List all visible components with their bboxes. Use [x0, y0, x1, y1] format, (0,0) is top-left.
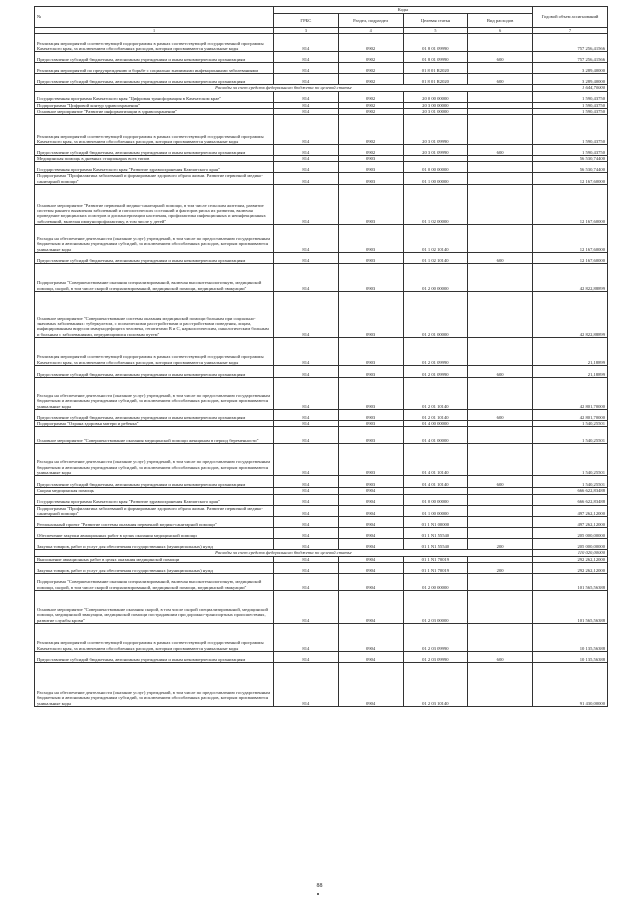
row-note: Расходы за счет средств федерального бюджета по целевой статье: [35, 550, 533, 556]
row-section: 0902: [338, 102, 403, 108]
row-grbs: 814: [274, 378, 339, 410]
row-target: 01 0 00 00000: [403, 162, 468, 173]
row-section: 0904: [338, 488, 403, 494]
row-section: 0902: [338, 74, 403, 85]
row-amount: 3 289,40000: [533, 63, 608, 74]
row-note: Расходы за счет средств федерального бюджета по целевой статье: [35, 85, 533, 91]
table-row: [35, 517, 608, 528]
row-section: 0903: [338, 173, 403, 185]
row-vid: [468, 505, 533, 517]
row-grbs: 814: [274, 494, 339, 505]
row-vid: [468, 91, 533, 102]
row-name: Расходы на обеспечение деятельности (оказание услуг) учреждений, в том числе по предоставлению государственным бюджетным и автономным учреждениям субсидий, за исключением обособленных расходов, которым присваиваются уникальные коды: [35, 444, 274, 476]
row-name: Реализация мероприятий соответствующей подпрограммы в рамках соответствующей государственной программы Камчатского края, за исключением обособленных расходов, которым присваиваются уникальные коды: [35, 338, 274, 366]
row-vid: [468, 225, 533, 253]
row-amount: 1 590,43750: [533, 115, 608, 145]
row-amount: 12 167,60000: [533, 173, 608, 185]
row-grbs: 814: [274, 108, 339, 114]
row-name: Подпрограмма "Совершенствование оказания специализированной, включая высокотехнологичную, медицинской помощи, скорой, в том числе скорой специализированной, медицинской помощи, медицинской эвакуации": [35, 264, 274, 292]
row-target: 01 1 00 00000: [403, 505, 468, 517]
row-amount: 101 565,56388: [533, 573, 608, 590]
row-target: 01 2 03 10140: [403, 662, 468, 706]
row-grbs: 814: [274, 225, 339, 253]
row-section: 0902: [338, 63, 403, 74]
row-vid: 600: [468, 410, 533, 421]
row-name: Медицинская помощь в дневных стационарах всех типов: [35, 156, 274, 162]
row-name: Предоставление субсидий бюджетным, автономным учреждениям и иным некоммерческим организациям: [35, 52, 274, 63]
row-target: 01 1 N1 00000: [403, 517, 468, 528]
table-row: [35, 562, 608, 573]
row-vid: [468, 662, 533, 706]
row-name: Подпрограмма "Совершенствование оказания специализированной, включая высокотехнологичную, медицинской помощи, скорой, в том числе скорой специализированной, медицинской помощи, медицинской эвакуации": [35, 573, 274, 590]
row-grbs: 814: [274, 505, 339, 517]
row-amount: 42 801,70000: [533, 378, 608, 410]
row-amount: 1 540,25501: [533, 427, 608, 444]
row-grbs: 814: [274, 156, 339, 162]
row-section: 0903: [338, 476, 403, 488]
row-amount: 292 262,12000: [533, 556, 608, 562]
row-amount: 1 590,43750: [533, 91, 608, 102]
row-target: 01 1 N1 70019: [403, 562, 468, 573]
row-name: Закупка товаров, работ и услуг для обеспечения государственных (муниципальных) нужд: [35, 539, 274, 550]
row-grbs: 814: [274, 421, 339, 427]
row-amount: 666 622,83488: [533, 488, 608, 494]
column-number: 3: [274, 28, 339, 34]
row-section: 0903: [338, 253, 403, 264]
table-row: [35, 338, 608, 366]
row-section: 0904: [338, 623, 403, 651]
row-grbs: 814: [274, 74, 339, 85]
row-grbs: 814: [274, 444, 339, 476]
row-grbs: 814: [274, 145, 339, 156]
row-target: 01 1 00 00000: [403, 173, 468, 185]
table-row: [35, 651, 608, 662]
row-grbs: 814: [274, 102, 339, 108]
row-section: 0903: [338, 444, 403, 476]
row-section: 0904: [338, 528, 403, 539]
row-amount: 10 135,56388: [533, 651, 608, 662]
row-target: 01 8 01 09990: [403, 52, 468, 63]
row-target: 01 2 01 09990: [403, 338, 468, 366]
row-name: Предоставление субсидий бюджетным, автономным учреждениям и иным некоммерческим организациям: [35, 253, 274, 264]
row-section: 0902: [338, 145, 403, 156]
row-target: 20 3 01 00000: [403, 108, 468, 114]
row-vid: [468, 264, 533, 292]
row-grbs: 814: [274, 34, 339, 52]
table-row: [35, 378, 608, 410]
row-amount: 1 540,25501: [533, 421, 608, 427]
row-vid: [468, 115, 533, 145]
table-row: [35, 410, 608, 421]
row-section: 0903: [338, 225, 403, 253]
table-row: [35, 145, 608, 156]
row-section: 0902: [338, 91, 403, 102]
row-vid: 600: [468, 651, 533, 662]
budget-table-body: [35, 34, 608, 707]
row-name: Реализация мероприятий соответствующей подпрограммы в рамках соответствующей государственной программы Камчатского края, за исключением обособленных расходов, которым присваиваются уникальные коды: [35, 623, 274, 651]
table-row: [35, 623, 608, 651]
budget-table-sheet: [34, 6, 608, 707]
row-vid: [468, 517, 533, 528]
table-row: [35, 494, 608, 505]
row-name: Закупка товаров, работ и услуг для обеспечения государственных (муниципальных) нужд: [35, 562, 274, 573]
row-section: 0903: [338, 338, 403, 366]
row-name: Предоставление субсидий бюджетным, автономным учреждениям и иным некоммерческим организациям: [35, 476, 274, 488]
row-amount: 205 000,00000: [533, 539, 608, 550]
row-grbs: 814: [274, 590, 339, 623]
row-vid: [468, 528, 533, 539]
row-section: 0904: [338, 505, 403, 517]
row-name: Государственная программа Камчатского края "Развитие здравоохранения Камчатского края": [35, 494, 274, 505]
row-target: 01 2 01 09990: [403, 366, 468, 378]
header-annual: Годовой объем ассигнований: [533, 7, 608, 28]
table-row: [35, 185, 608, 225]
row-vid: 600: [468, 476, 533, 488]
row-vid: [468, 338, 533, 366]
table-row: [35, 292, 608, 338]
row-name: Подпрограмма "Охрана здоровья матери и ребенка": [35, 421, 274, 427]
row-amount: 205 000,00000: [533, 528, 608, 539]
row-section: 0903: [338, 427, 403, 444]
row-name: Предоставление субсидий бюджетным, автономным учреждениям и иным некоммерческим организациям: [35, 74, 274, 85]
table-row: [35, 476, 608, 488]
table-row: [35, 74, 608, 85]
row-section: 0904: [338, 662, 403, 706]
decorative-dot: [317, 893, 319, 895]
row-target: 20 3 01 09990: [403, 145, 468, 156]
row-vid: [468, 162, 533, 173]
row-amount: 1 590,43750: [533, 108, 608, 114]
row-target: 01 2 01 10140: [403, 378, 468, 410]
row-target: 20 0 00 00000: [403, 91, 468, 102]
row-section: 0902: [338, 52, 403, 63]
table-row: [35, 528, 608, 539]
header-codes: Коды: [274, 7, 533, 14]
row-target: 01 4 01 00000: [403, 427, 468, 444]
table-row: [35, 444, 608, 476]
row-name: Предоставление субсидий бюджетным, автономным учреждениям и иным некоммерческим организациям: [35, 145, 274, 156]
row-grbs: 814: [274, 427, 339, 444]
row-amount: 497 262,12000: [533, 505, 608, 517]
row-amount: 1 540,25501: [533, 444, 608, 476]
row-amount: 42 822,88899: [533, 292, 608, 338]
row-name: Обеспечение закупки авиационных работ в целях оказания медицинской помощи: [35, 528, 274, 539]
row-target: 01 1 02 00000: [403, 185, 468, 225]
row-amount: 1 540,25501: [533, 476, 608, 488]
header-vid: Вид расходов: [468, 14, 533, 28]
row-target: 20 3 00 00000: [403, 102, 468, 108]
row-section: 0903: [338, 292, 403, 338]
table-row: [35, 662, 608, 706]
row-grbs: 814: [274, 185, 339, 225]
row-amount: 42 801,70000: [533, 410, 608, 421]
header-num: №: [35, 7, 274, 28]
row-vid: [468, 427, 533, 444]
row-vid: 200: [468, 539, 533, 550]
row-section: 0904: [338, 651, 403, 662]
table-row: [35, 52, 608, 63]
row-target: 01 1 N1 55540: [403, 528, 468, 539]
row-amount: 666 622,83488: [533, 494, 608, 505]
row-target: 01 0 00 00000: [403, 494, 468, 505]
row-amount: 12 167,60000: [533, 225, 608, 253]
header-grbs: ГРБС: [274, 14, 339, 28]
row-name: Реализация мероприятий по предупреждению и борьбе с социально значимыми инфекционными заболеваниями: [35, 63, 274, 74]
row-section: 0904: [338, 590, 403, 623]
row-name: Региональный проект "Развитие системы оказания первичной медико-санитарной помощи": [35, 517, 274, 528]
row-grbs: 814: [274, 162, 339, 173]
row-target: 01 2 03 09990: [403, 651, 468, 662]
row-amount: 757 256,41566: [533, 34, 608, 52]
row-target: 01 4 01 10140: [403, 444, 468, 476]
row-section: 0903: [338, 421, 403, 427]
column-number: 6: [468, 28, 533, 34]
row-name: Реализация мероприятий соответствующей подпрограммы в рамках соответствующей государственной программы Камчатского края, за исключением обособленных расходов, которым присваиваются уникальные коды: [35, 115, 274, 145]
row-name: Основное мероприятие "Совершенствование оказания скорой, в том числе скорой специализированной, медицинской помощи, медицинской эвакуации, медицинской помощи пострадавшим при дорожно-транспортных происшествиях, развитие службы крови": [35, 590, 274, 623]
row-name: Предоставление субсидий бюджетным, автономным учреждениям и иным некоммерческим организациям: [35, 366, 274, 378]
row-section: 0904: [338, 539, 403, 550]
table-row: [35, 573, 608, 590]
table-row: [35, 427, 608, 444]
row-name: Реализация мероприятий соответствующей подпрограммы в рамках соответствующей государственной программы Камчатского края, за исключением обособленных расходов, которым присваиваются уникальные коды: [35, 34, 274, 52]
row-vid: [468, 444, 533, 476]
row-grbs: 814: [274, 115, 339, 145]
row-grbs: 814: [274, 623, 339, 651]
row-target: 01 2 03 09990: [403, 623, 468, 651]
table-row: [35, 115, 608, 145]
row-grbs: 814: [274, 91, 339, 102]
row-amount: 21,18899: [533, 338, 608, 366]
page-number: 88: [316, 883, 323, 889]
budget-table: [34, 6, 608, 707]
row-target: 01 8 01 R2020: [403, 74, 468, 85]
row-amount: 91 430,00000: [533, 662, 608, 706]
row-grbs: 814: [274, 539, 339, 550]
row-vid: 600: [468, 145, 533, 156]
row-amount: 292 262,12000: [533, 562, 608, 573]
column-number: 5: [403, 28, 468, 34]
row-name: Предоставление субсидий бюджетным, автономным учреждениям и иным некоммерческим организациям: [35, 651, 274, 662]
row-vid: 600: [468, 253, 533, 264]
table-row: [35, 34, 608, 52]
row-name: Государственная программа Камчатского края "Развитие здравоохранения Камчатского края": [35, 162, 274, 173]
table-row: [35, 590, 608, 623]
header-section: Раздел, подраздел: [338, 14, 403, 28]
row-vid: 600: [468, 74, 533, 85]
row-target: 01 8 01 09990: [403, 34, 468, 52]
row-target: 01 2 01 10140: [403, 410, 468, 421]
table-row: [35, 264, 608, 292]
row-grbs: 814: [274, 63, 339, 74]
row-amount: 56 530,74400: [533, 162, 608, 173]
row-section: 0904: [338, 494, 403, 505]
row-target: 01 1 02 10140: [403, 253, 468, 264]
row-grbs: 814: [274, 573, 339, 590]
row-section: 0904: [338, 517, 403, 528]
row-grbs: 814: [274, 662, 339, 706]
row-section: 0903: [338, 162, 403, 173]
row-target: 01 4 01 10140: [403, 476, 468, 488]
row-vid: [468, 292, 533, 338]
table-row: [35, 63, 608, 74]
row-vid: [468, 34, 533, 52]
row-grbs: 814: [274, 488, 339, 494]
row-vid: 600: [468, 366, 533, 378]
row-target: 01 1 02 10140: [403, 225, 468, 253]
row-grbs: 814: [274, 366, 339, 378]
row-name: Расходы на обеспечение деятельности (оказание услуг) учреждений, в том числе по предоставлению государственным бюджетным и автономным учреждениям субсидий, за исключением обособленных расходов, которым присваиваются уникальные коды: [35, 662, 274, 706]
row-amount: 12 167,60000: [533, 253, 608, 264]
row-section: 0902: [338, 115, 403, 145]
row-target: 01 2 01 00000: [403, 292, 468, 338]
row-grbs: 814: [274, 264, 339, 292]
table-row: [35, 539, 608, 550]
row-name: Основное мероприятие "Совершенствование оказания медицинской помощи женщинам в период беременности": [35, 427, 274, 444]
table-row: [35, 225, 608, 253]
row-amount: 3 289,40000: [533, 74, 608, 85]
row-name: Подпрограмма "Цифровой контур здравоохранения": [35, 102, 274, 108]
row-grbs: 814: [274, 651, 339, 662]
table-row: [35, 505, 608, 517]
row-vid: [468, 63, 533, 74]
table-row: [35, 162, 608, 173]
row-section: 0903: [338, 410, 403, 421]
row-vid: [468, 590, 533, 623]
row-grbs: 814: [274, 253, 339, 264]
row-target: 01 1 N1 55540: [403, 539, 468, 550]
row-vid: [468, 623, 533, 651]
row-amount: 10 135,56388: [533, 623, 608, 651]
row-grbs: 814: [274, 528, 339, 539]
table-row: [35, 91, 608, 102]
row-amount: 1 644,70000: [533, 85, 608, 91]
row-section: 0903: [338, 378, 403, 410]
row-section: 0903: [338, 366, 403, 378]
row-amount: 12 167,60000: [533, 185, 608, 225]
row-target: 01 2 00 00000: [403, 573, 468, 590]
table-row: [35, 366, 608, 378]
row-vid: [468, 494, 533, 505]
row-target: 01 2 00 00000: [403, 264, 468, 292]
row-target: 01 2 03 00000: [403, 590, 468, 623]
row-vid: 600: [468, 52, 533, 63]
row-amount: 56 530,74400: [533, 156, 608, 162]
row-grbs: 814: [274, 52, 339, 63]
row-amount: 42 822,88899: [533, 264, 608, 292]
row-grbs: 814: [274, 562, 339, 573]
row-name: Скорая медицинская помощь: [35, 488, 274, 494]
row-vid: [468, 573, 533, 590]
row-vid: 200: [468, 562, 533, 573]
row-section: 0904: [338, 573, 403, 590]
row-name: Выполнение авиационных работ в целях оказания медицинской помощи: [35, 556, 274, 562]
row-section: 0904: [338, 562, 403, 573]
row-target: 01 8 01 R2020: [403, 63, 468, 74]
row-name: Предоставление субсидий бюджетным, автономным учреждениям и иным некоммерческим организациям: [35, 410, 274, 421]
row-name: Подпрограмма "Профилактика заболеваний и формирование здорового образа жизни. Развитие первичной медико-санитарной помощи": [35, 505, 274, 517]
row-vid: [468, 173, 533, 185]
row-amount: 1 590,43750: [533, 102, 608, 108]
row-amount: 497 262,12000: [533, 517, 608, 528]
row-vid: [468, 185, 533, 225]
row-amount: 110 020,00000: [533, 550, 608, 556]
row-grbs: 814: [274, 517, 339, 528]
row-section: 0903: [338, 156, 403, 162]
row-name: Государственная программа Камчатского края "Цифровая трансформация в Камчатском крае": [35, 91, 274, 102]
column-number: 7: [533, 28, 608, 34]
row-amount: 101 565,56388: [533, 590, 608, 623]
row-name: Подпрограмма "Профилактика заболеваний и формирование здорового образа жизни. Развитие первичной медико-санитарной помощи": [35, 173, 274, 185]
row-target: 01 1 N1 70019: [403, 556, 468, 562]
row-grbs: 814: [274, 410, 339, 421]
row-grbs: 814: [274, 338, 339, 366]
column-number: 4: [338, 28, 403, 34]
row-grbs: 814: [274, 556, 339, 562]
row-section: 0903: [338, 185, 403, 225]
row-name: Основное мероприятие "Развитие первичной медико-санитарной помощи, в том числе сельским жителям, развитие системы раннего выявления заболеваний и патологических состояний и факторов риска их развития, включая проведение медицинских осмотров и диспансеризации населения, профилактика инфекционных и неинфекционных заболеваний, включая иммунопрофилактику, в том числе у детей": [35, 185, 274, 225]
row-amount: 757 256,41566: [533, 52, 608, 63]
row-name: Расходы на обеспечение деятельности (оказание услуг) учреждений, в том числе по предоставлению государственным бюджетным и автономным учреждениям субсидий, за исключением обособленных расходов, которым присваиваются уникальные коды: [35, 225, 274, 253]
row-section: 0902: [338, 108, 403, 114]
row-section: 0903: [338, 264, 403, 292]
row-grbs: 814: [274, 476, 339, 488]
table-row: [35, 173, 608, 185]
row-grbs: 814: [274, 292, 339, 338]
header-target: Целевая статья: [403, 14, 468, 28]
row-section: 0902: [338, 34, 403, 52]
table-row: [35, 253, 608, 264]
row-amount: 1 590,43750: [533, 145, 608, 156]
row-name: Основное мероприятие "Развитие информатизации в здравоохранении": [35, 108, 274, 114]
row-section: 0904: [338, 556, 403, 562]
row-name: Основное мероприятие "Совершенствование системы оказания медицинской помощи больным при социально-значимых заболеваниях: туберкулезом, с психическими расстройствами и расстройствами поведения, лицам, инфицированным вирусом иммунодефицита человека, гепатитами В и С, наркологическим, онкологическим больным и больным с заболеваниями, передающимися половым путем": [35, 292, 274, 338]
row-vid: [468, 378, 533, 410]
column-number: 1: [35, 28, 274, 34]
row-name: Расходы на обеспечение деятельности (оказание услуг) учреждений, в том числе по предоставлению государственным бюджетным и автономным учреждениям субсидий, за исключением обособленных расходов, которым присваиваются уникальные коды: [35, 378, 274, 410]
row-grbs: 814: [274, 173, 339, 185]
row-target: 01 4 00 00000: [403, 421, 468, 427]
row-target: 20 3 01 09990: [403, 115, 468, 145]
row-amount: 21,18899: [533, 366, 608, 378]
